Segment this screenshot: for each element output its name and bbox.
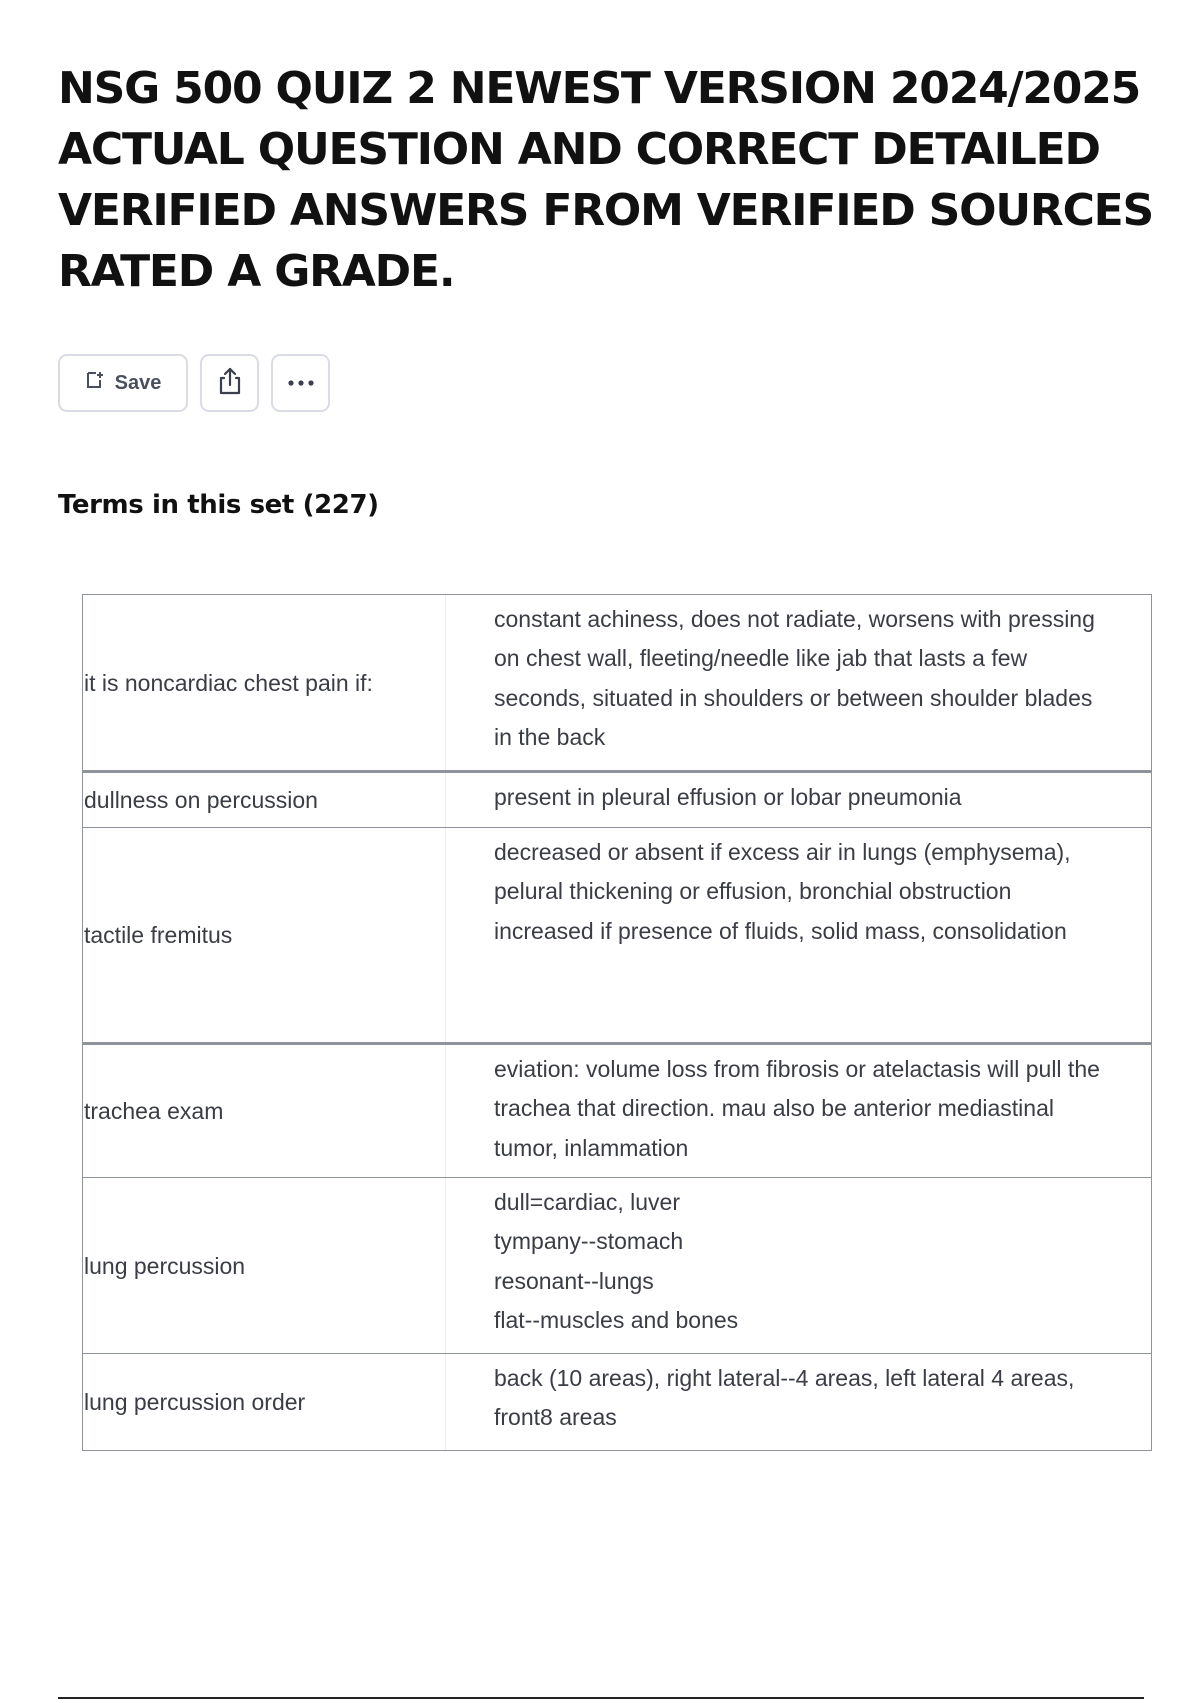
definition-text: present in pleural effusion or lobar pneumonia bbox=[445, 773, 1151, 827]
term-text: it is noncardiac chest pain if: bbox=[84, 669, 373, 696]
share-icon bbox=[216, 366, 244, 401]
term-text: tactile fremitus bbox=[84, 922, 233, 948]
term-row[interactable] bbox=[83, 1042, 1151, 1177]
share-button[interactable] bbox=[200, 354, 259, 412]
definition-text: dull=cardiac, luver tympany--stomach resonant--lungs flat--muscles and bones bbox=[445, 1178, 1151, 1353]
term-row[interactable] bbox=[83, 1353, 1151, 1450]
more-horizontal-icon bbox=[287, 374, 315, 392]
term-text: lung percussion bbox=[84, 1252, 246, 1279]
term-row[interactable] bbox=[83, 770, 1151, 827]
page-divider bbox=[58, 1697, 1144, 1699]
term-text: lung percussion order bbox=[84, 1389, 306, 1415]
term-text: trachea exam bbox=[84, 1098, 224, 1124]
page-title: NSG 500 QUIZ 2 NEWEST VERSION 2024/2025 ACTUAL QUESTION AND CORRECT DETAILED VERIFIED ANSWERS FROM VERIFIED SOURCES RATED A GRADE. bbox=[58, 63, 1154, 297]
save-button[interactable] bbox=[58, 354, 188, 412]
save-label: Save bbox=[114, 371, 162, 394]
bookmark-add-icon bbox=[85, 370, 105, 396]
terms-count-heading: Terms in this set (227) bbox=[58, 490, 379, 520]
definition-text: constant achiness, does not radiate, worsens with pressing on chest wall, fleeting/needle like jab that lasts a few seconds, situated in shoulders or between shoulder blades in the back bbox=[445, 595, 1151, 770]
definition-text: eviation: volume loss from fibrosis or atelactasis will pull the trachea that direction. mau also be anterior mediastinal tumor, inlammation bbox=[445, 1045, 1151, 1177]
term-row[interactable] bbox=[83, 827, 1151, 1042]
terms-table bbox=[82, 594, 1152, 1451]
term-text: dullness on percussion bbox=[84, 787, 318, 813]
definition-text: decreased or absent if excess air in lungs (emphysema), pelural thickening or effusion, bronchial obstruction increased if presence of fluids, solid mass, consolidation bbox=[445, 828, 1151, 1042]
definition-text: back (10 areas), right lateral--4 areas, left lateral 4 areas, front8 areas bbox=[445, 1354, 1151, 1450]
more-options-button[interactable] bbox=[271, 354, 330, 412]
toolbar bbox=[58, 354, 330, 414]
term-row[interactable] bbox=[83, 595, 1151, 770]
term-row[interactable] bbox=[83, 1177, 1151, 1353]
